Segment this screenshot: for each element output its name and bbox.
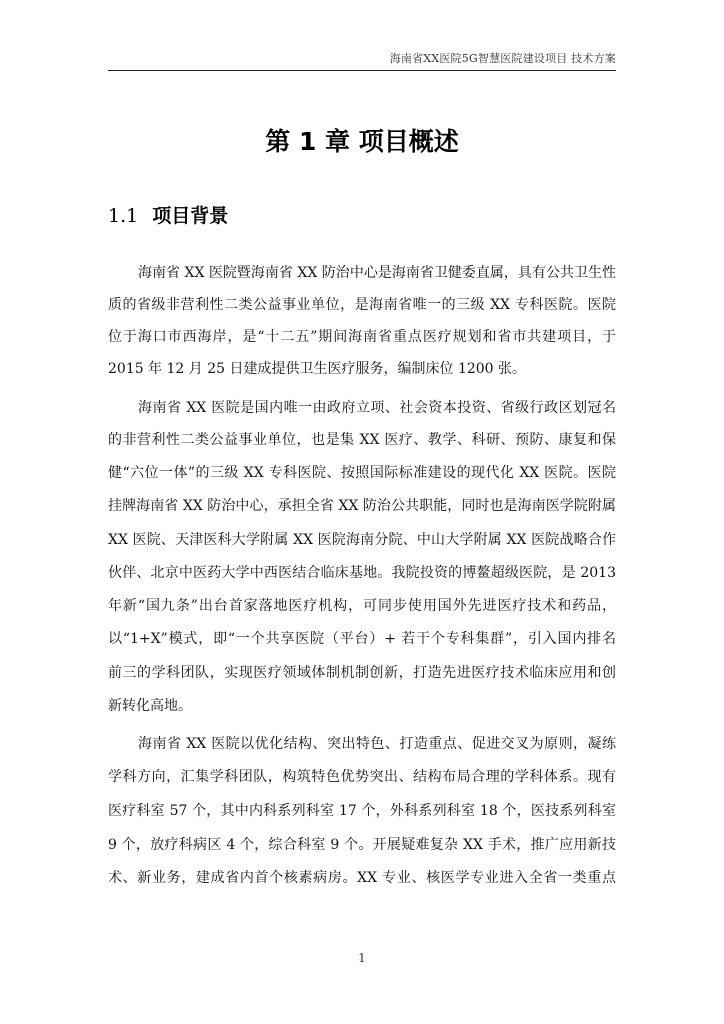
paragraph-line: 学科方向，汇集学科团队，构筑特色优势突出、结构布局合理的学科体系。现有	[108, 769, 616, 785]
header-rule	[108, 70, 616, 71]
running-header: 海南省XX医院5G智慧医院建设项目 技术方案	[389, 52, 616, 65]
paragraph-line: 2015 年 12 月 25 日建成提供卫生医疗服务，编制床位 1200 张。	[108, 361, 527, 377]
paragraph-line: 海南省 XX 医院是国内唯一由政府立项、社会资本投资、省级行政区划冠名	[138, 400, 616, 416]
paragraph-line: 海南省 XX 医院以优化结构、突出特色、打造重点、促进交叉为原则，凝练	[138, 736, 616, 752]
chapter-title: 第 1 章 项目概述	[265, 127, 459, 156]
section-number: 1.1	[108, 205, 139, 227]
paragraph-line: 伙伴、北京中医药大学中西医结合临床基地。我院投资的博鳌超级医院，是 2013	[108, 565, 616, 581]
paragraph-line: 前三的学科团队，实现医疗领域体制机制创新，打造先进医疗技术临床应用和创	[108, 665, 616, 681]
paragraph-line: 医疗科室 57 个，其中内科系列科室 17 个，外科系列科室 18 个，医技系列科室	[108, 803, 616, 819]
section-title: 项目背景	[152, 205, 229, 227]
paragraph-line: 健“六位一体”的三级 XX 专科医院、按照国际标准建设的现代化 XX 医院。医院	[108, 465, 616, 481]
paragraph-line: 海南省 XX 医院暨海南省 XX 防治中心是海南省卫健委直属，具有公共卫生性	[138, 265, 616, 281]
paragraph-line: 质的省级非营利性二类公益事业单位，是海南省唯一的三级 XX 专科医院。医院	[108, 297, 616, 313]
paragraph-line: 以“1+X”模式，即“一个共享医院（平台）+ 若干个专科集群”，引入国内排名	[108, 631, 616, 647]
page-number: 1	[358, 951, 366, 965]
paragraph-line: XX 医院、天津医科大学附属 XX 医院海南分院、中山大学附属 XX 医院战略合作	[108, 532, 616, 548]
section-heading	[108, 201, 228, 228]
paragraph-line: 位于海口市西海岸，是“十二五”期间海南省重点医疗规划和省市共建项目，于	[108, 329, 616, 345]
paragraph-line: 的非营利性二类公益事业单位，也是集 XX 医疗、教学、科研、预防、康复和保	[108, 432, 616, 448]
paragraph-line: 年新“国九条”出台首家落地医疗机构，可同步使用国外先进医疗技术和药品，	[108, 598, 616, 614]
paragraph-line: 术、新业务，建成省内首个核素病房。XX 专业、核医学专业进入全省一类重点	[108, 870, 616, 886]
paragraph-line: 9 个，放疗科病区 4 个，综合科室 9 个。开展疑难复杂 XX 手术，推广应用新技	[108, 837, 616, 853]
paragraph-line: 新转化高地。	[108, 698, 192, 714]
paragraph-line: 挂牌海南省 XX 防治中心，承担全省 XX 防治公共职能，同时也是海南医学院附属	[108, 498, 616, 514]
